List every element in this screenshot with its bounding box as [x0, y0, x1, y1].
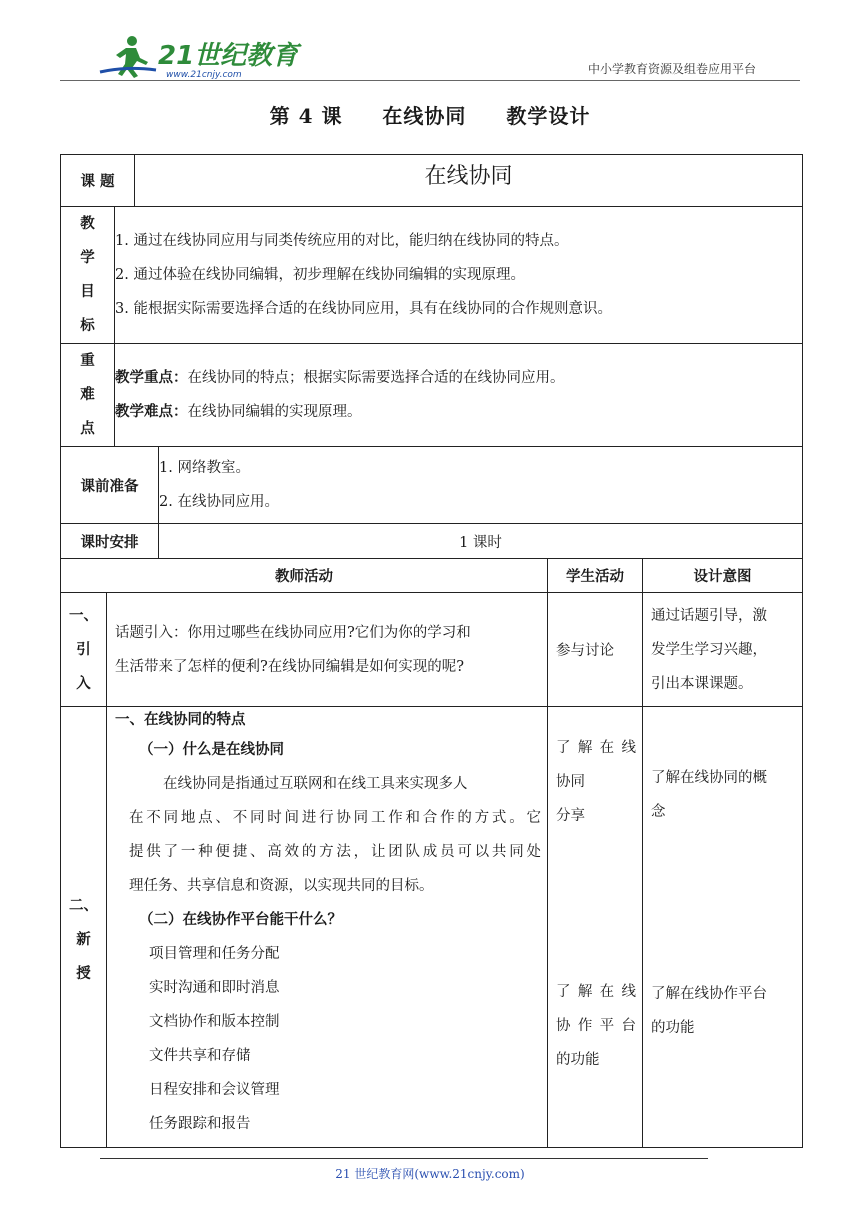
lesson-number: 第 4 课: [269, 104, 343, 128]
svg-text:www.21cnjy.com: www.21cnjy.com: [166, 70, 242, 80]
footer-divider: [100, 1158, 708, 1159]
definition-paragraph: 在线协同是指通过互联网和在线工具来实现多人 在不同地点、不同时间进行协同工作和合作的方式。它 提供了一种便捷、高效的方法，让团队成员可以共同处 理任务、共享信息和资源，以实现共同的目标。: [129, 776, 541, 894]
row-time: [61, 524, 803, 559]
platform-name: 中小学教育资源及组卷应用平台: [587, 62, 756, 76]
goal-item: 3. 能根据实际需要选择合适的在线协同应用，具有在线协同的合作规则意识。: [115, 301, 612, 317]
section-intro-intent: 通过话题引导，激 发学生学习兴趣， 引出本课课题。: [643, 593, 803, 707]
prep-item: 1. 网络教室。: [159, 460, 250, 476]
section-new-intent: 了解在线协同的概 念 了解在线协作平台 的功能: [643, 707, 803, 1148]
lesson-topic: 在线协同: [382, 104, 467, 128]
section-intro-student: 参与讨论: [548, 593, 643, 707]
section-new-student: 了解在线 协同 分享 了解在线 协作平台 的功能: [548, 707, 643, 1148]
row-goals: [61, 207, 803, 344]
header-teacher-activity: 教师活动: [61, 559, 548, 593]
section-heading: 一、在线协同的特点: [115, 711, 246, 728]
section-new-label: 二、 新 授: [61, 707, 107, 1148]
logo: [96, 32, 326, 80]
keypoints-content: [115, 344, 803, 447]
row-column-headers: [61, 559, 803, 593]
svg-text:21世纪教育: 21世纪教育: [158, 41, 299, 71]
row-section-intro: [61, 593, 803, 707]
row-keypoints: [61, 344, 803, 447]
goals-label: 教 学 目 标: [61, 207, 115, 344]
row-section-new: [61, 707, 803, 1148]
topic-label: 课 题: [61, 155, 135, 207]
goal-item: 2. 通过体验在线协同编辑，初步理解在线协同编辑的实现原理。: [115, 267, 525, 283]
header-design-intent: 设计意图: [643, 559, 803, 593]
difficulty-label: 教学难点：: [115, 403, 188, 420]
header-student-activity: 学生活动: [548, 559, 643, 593]
section-intro-label: 一、 引 入: [61, 593, 107, 707]
section-new-teacher: [107, 707, 548, 1148]
page-header: [60, 30, 800, 80]
prep-item: 2. 在线协同应用。: [159, 494, 279, 510]
goals-content: [115, 207, 803, 344]
row-topic: [61, 155, 803, 207]
document-kind: 教学设计: [506, 104, 591, 128]
row-preparation: [61, 447, 803, 524]
document-title: [0, 100, 860, 129]
function-list: [115, 937, 541, 1141]
list-item: 文件共享和存储: [149, 1048, 251, 1064]
subheading-what: （一）什么是在线协同: [139, 741, 284, 758]
section-intro-teacher: 话题引入：你用过哪些在线协同应用?它们为你的学习和 生活带来了怎样的便利?在线协同编辑是如何实现的呢?: [107, 593, 548, 707]
key-label: 教学重点：: [115, 369, 188, 386]
key-text: 在线协同的特点；根据实际需要选择合适的在线协同应用。: [187, 370, 565, 386]
list-item: 项目管理和任务分配: [149, 946, 280, 962]
goal-item: 1. 通过在线协同应用与同类传统应用的对比，能归纳在线协同的特点。: [115, 233, 569, 249]
list-item: 任务跟踪和报告: [149, 1116, 251, 1132]
preparation-content: [159, 447, 803, 524]
list-item: 实时沟通和即时消息: [149, 980, 280, 996]
list-item: 日程安排和会议管理: [149, 1082, 280, 1098]
footer-link[interactable]: 21 世纪教育网(www.21cnjy.com): [335, 1167, 525, 1181]
topic-value: 在线协同: [135, 155, 803, 207]
preparation-label: 课前准备: [61, 447, 159, 524]
keypoints-label: 重 难 点: [61, 344, 115, 447]
time-label: 课时安排: [61, 524, 159, 559]
lesson-plan-table: [60, 154, 803, 1148]
header-divider: [60, 80, 800, 81]
time-value: 1 课时: [159, 524, 803, 559]
subheading-functions: （二）在线协作平台能干什么？: [139, 911, 342, 928]
list-item: 文档协作和版本控制: [149, 1014, 280, 1030]
difficulty-text: 在线协同编辑的实现原理。: [187, 404, 362, 420]
